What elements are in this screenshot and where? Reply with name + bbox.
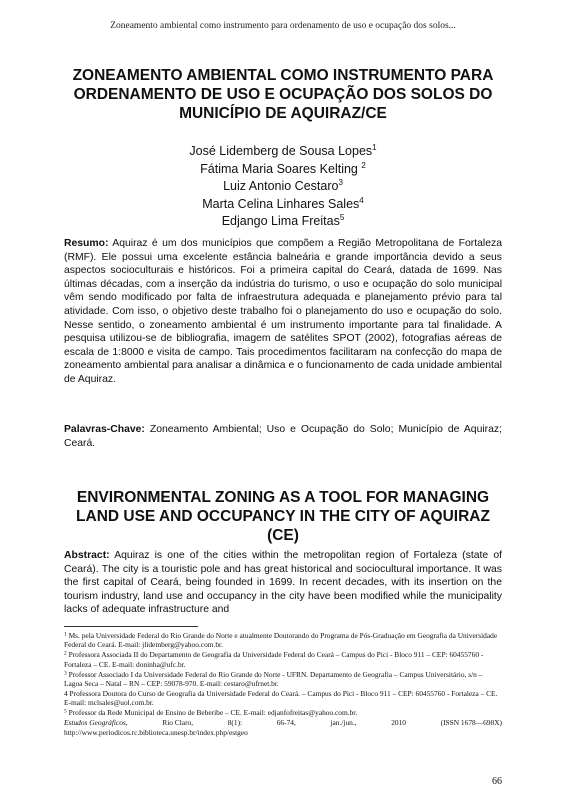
footnote-4: 4 Professora Doutora do Curso de Geografia da Universidade Federal do Ceará. – Campus do Pici - Bloco 911 – CEP: 60455760 - Fortaleza – CE. E-mail: mclsales@uol.com.br. [64,688,498,708]
footnote-5: $^5$ Professor da Rede Municipal de Ensino de Beberibe – CE. E-mail: edjanfofreitas@yahoo.com.br. [64,708,358,718]
resumo-paragraph [64,237,502,387]
citation-period: jan./jun., [330,718,357,728]
footnote-2: $^2$ Professora Associada II do Departamento de Geografia da Universidade Federal do Ceará – Campus do Pici - Bloco 911 – CEP: 60455760 - Fortaleza – CE. E-mail: doninha@ufc.br. [64,650,484,669]
keywords-paragraph [64,423,502,450]
page-number: 66 [492,776,502,787]
citation-issn: (ISSN 1678—698X) [440,718,502,728]
abstract-paragraph [64,549,502,617]
resumo-text: Aquiraz é um dos municípios que compõem a Região Metropolitana de Fortaleza (RMF). Ele possui uma excelente estância balneária e grande importância devido a seus aspectos socioculturais e históricos. Foi a primeira capital do Ceará, datada de 1699. Nas últimas décadas, com a inserção da indústria do turismo, o uso e ocupação do solo municipal vêm sendo modificado por falta de infraestrutura adequada e planejamento prévio para tal atividade. Com isso, o objetivo deste trabalho foi o planejamento do uso e ocupação do solo. Nesse sentido, o zoneamento ambiental é um instrumento importante para tal finalidade. A pesquisa utilizou-se de bibliografia, imagem de satélites SPOT (2002), fotografias aéreas de escala de 1:8000 e visita de campo. Tais procedimentos facilitaram na confecção do mapa de zoneamento ambiental para analisar a dinâmica e o funcionamento de cada unidade ambiental de Aquiraz. [64,238,502,385]
citation-year: 2010 [391,718,406,728]
author-list [60,143,506,231]
footnote-3: $^3$ Professor Associado I da Universidade Federal do Rio Grande do Norte - UFRN. Departamento de Geografia – Campus Universitário, s/n – Lagoa Seca – Natal – RN – CEP: 59078-970. E-mail: cestaro@ufrnet.br. [64,669,483,689]
author-1: José Lidemberg de Sousa Lopes$^1$ [189,143,377,158]
running-head: Zoneamento ambiental como instrumento para ordenamento de uso e ocupação dos solos... [110,21,456,31]
journal-citation [64,718,502,727]
citation-pages: 66-74, [276,718,296,728]
keywords-text: Zoneamento Ambiental; Uso e Ocupação do Solo; Município de Aquiraz; Ceará. [64,424,502,449]
abstract-text: Aquiraz is one of the cities within the metropolitan region of Fortaleza (state of Ceará). The city is a touristic pole and has great historical and sociocultural importance. It was the first capital of Ceará, being founded in 1699. In recent decades, with its insertion on the tourism industry, land use and occupancy in the city have been modified while the municipality lacks of adequate infrastructure and [64,550,502,616]
citation-url[interactable]: http://www.periodicos.rc.biblioteca.unesp.br/index.php/estgeo [64,727,248,737]
citation-journal: Estudos Geográficos, [64,718,128,728]
abstract-label: Abstract: [64,550,110,561]
title-english: ENVIRONMENTAL ZONING AS A TOOL FOR MANAGING LAND USE AND OCCUPANCY IN THE CITY OF AQUIRAZ (CE) [76,489,490,544]
footnote-1: $^1$ Ms. pela Universidade Federal do Rio Grande do Norte e atualmente Doutorando do Programa de Pós-Graduação em Geografia da Universidade Federal do Ceará. E-mail: jlidemberg@yahoo.com.br. [64,631,498,650]
author-5: Edjango Lima Freitas$^5$ [221,213,345,228]
keywords-label: Palavras-Chave: [64,424,145,435]
author-4: Marta Celina Linhares Sales$^4$ [202,195,364,211]
title-portuguese: ZONEAMENTO AMBIENTAL COMO INSTRUMENTO PARA ORDENAMENTO DE USO E OCUPAÇÃO DOS SOLOS DO MUNICÍPIO DE AQUIRAZ/CE [72,67,494,122]
resumo-label: Resumo: [64,238,109,249]
footnotes [64,631,502,737]
citation-place: Rio Claro, [162,718,194,728]
author-2: Fátima Maria Soares Kelting $^2$ [200,160,366,176]
citation-volume: 8(1): [227,718,243,728]
author-3: Luiz Antonio Cestaro$^3$ [223,178,343,193]
footnote-divider [64,626,198,627]
